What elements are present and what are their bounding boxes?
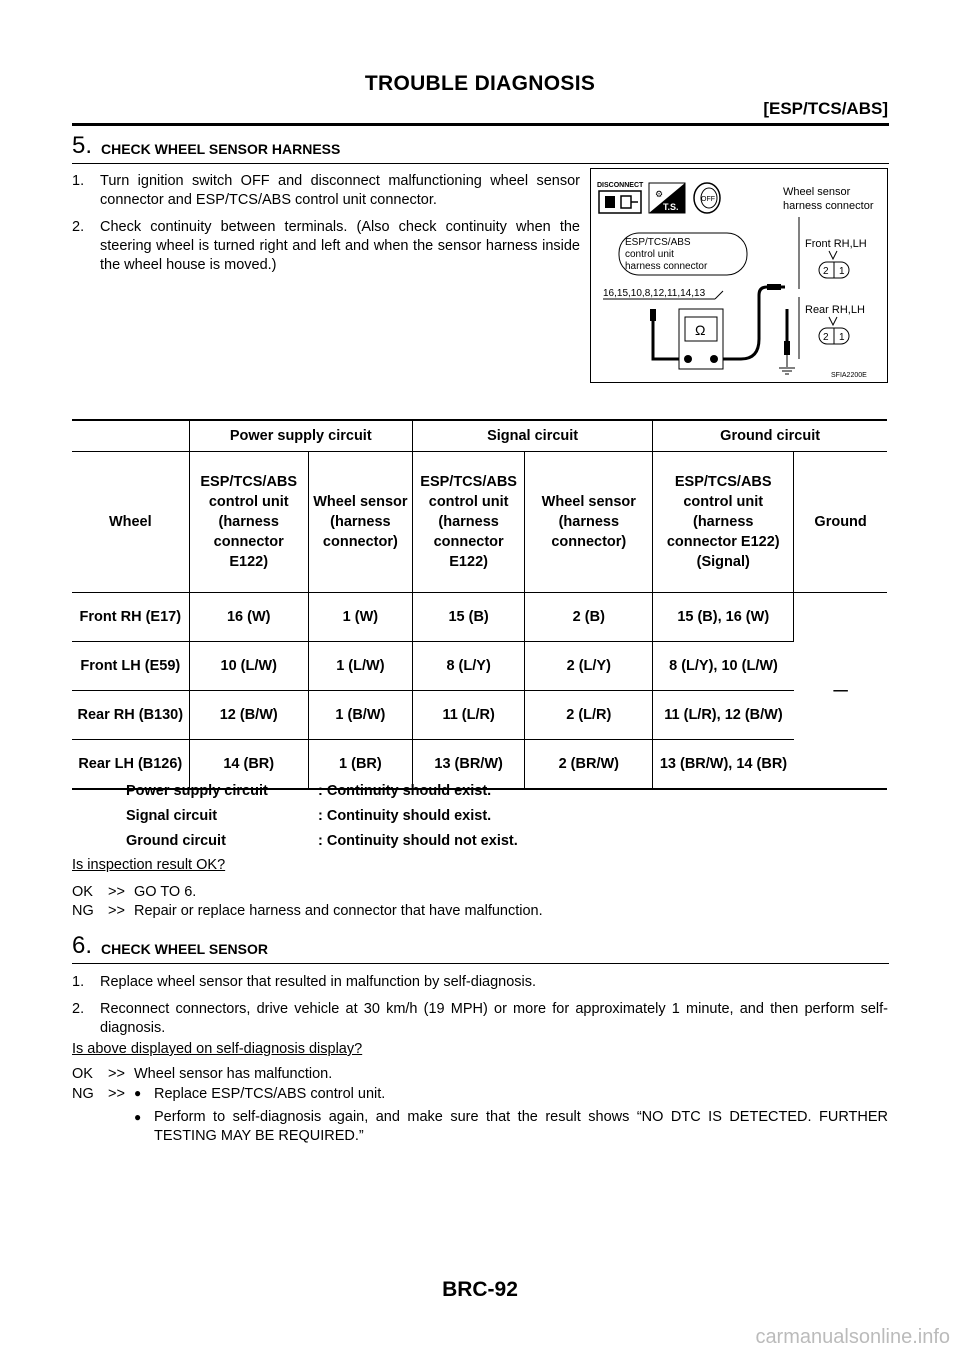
section-5-steps bbox=[72, 172, 580, 283]
header-signal: Signal circuit bbox=[412, 420, 652, 452]
col-wheel: Wheel bbox=[72, 452, 189, 593]
header-ground: Ground circuit bbox=[653, 420, 887, 452]
section-6-heading bbox=[72, 932, 889, 964]
result-ng: NG >> ● Replace ESP/TCS/ABS control unit. bbox=[72, 1086, 386, 1102]
step-item bbox=[72, 172, 580, 210]
section-5-number: 5. bbox=[72, 132, 93, 159]
col-signal-wheel-sensor: Wheel sensor (harness connector) bbox=[525, 452, 653, 593]
section-5-title: CHECK WHEEL SENSOR HARNESS bbox=[101, 141, 341, 157]
section-6-number: 6. bbox=[72, 932, 93, 959]
result-ok: OK >> Wheel sensor has malfunction. bbox=[72, 1066, 333, 1082]
page-number: BRC-92 bbox=[442, 1278, 518, 1301]
col-ground: Ground bbox=[794, 452, 887, 593]
col-ground-control-unit: ESP/TCS/ABS control unit (harness connector E122) (Signal) bbox=[653, 452, 794, 593]
section-6-steps bbox=[72, 973, 888, 1046]
terminal-numbers: 16,15,10,8,12,11,14,13 bbox=[603, 288, 706, 299]
svg-text:1: 1 bbox=[839, 332, 845, 343]
section-5-heading bbox=[72, 132, 889, 164]
step-text: Turn ignition switch OFF and disconnect malfunctioning wheel sensor connector and ESP/TCS/ABS control unit connector. bbox=[100, 173, 580, 208]
spec-list bbox=[126, 779, 518, 854]
result-ok: OK >> GO TO 6. bbox=[72, 884, 197, 900]
spec-line: Ground circuit : Continuity should not exist. bbox=[126, 833, 518, 849]
watermark: carmanualsonline.info bbox=[755, 1326, 950, 1348]
disconnect-label: DISCONNECT bbox=[597, 182, 644, 189]
col-power-wheel-sensor: Wheel sensor (harness connector) bbox=[308, 452, 412, 593]
ohmmeter-icon bbox=[679, 309, 723, 369]
ignition-off-icon bbox=[694, 183, 720, 213]
svg-text:1: 1 bbox=[839, 266, 845, 277]
header-rule bbox=[72, 123, 889, 126]
step-item bbox=[72, 1000, 888, 1038]
step-item bbox=[72, 973, 888, 992]
ts-label: T.S. bbox=[663, 202, 679, 212]
tester-icon bbox=[649, 183, 685, 213]
result-ng-bullet-2: ● Perform to self-diagnosis again, and make sure that the result shows “NO DTC IS DETECTED. FURTHER TESTING MAY BE REQUIRED.” bbox=[134, 1109, 888, 1144]
ohm-symbol: Ω bbox=[695, 322, 706, 338]
front-label: Front RH,LH bbox=[805, 238, 867, 250]
result-ng: NG >> Repair or replace harness and connector that have malfunction. bbox=[72, 903, 543, 919]
svg-text:⚙: ⚙ bbox=[655, 189, 664, 199]
wiring-diagram bbox=[590, 168, 888, 383]
self-diagnosis-question: Is above displayed on self-diagnosis display? bbox=[72, 1041, 363, 1057]
step-number: 2. bbox=[72, 219, 85, 235]
off-label: OFF bbox=[701, 196, 715, 203]
rear-label: Rear RH,LH bbox=[805, 304, 865, 316]
svg-text:2: 2 bbox=[823, 332, 829, 343]
spec-line: Signal circuit : Continuity should exist. bbox=[126, 808, 492, 824]
svg-text:control unit: control unit bbox=[625, 249, 674, 260]
table-row: Front RH (E17) 16 (W) 1 (W) 15 (B) 2 (B) 15 (B), 16 (W) — bbox=[72, 593, 887, 642]
table-row: Front LH (E59) 10 (L/W) 1 (L/W) 8 (L/Y) 2 (L/Y) 8 (L/Y), 10 (L/W) bbox=[72, 642, 887, 691]
wheel-sensor-label: Wheel sensor bbox=[783, 186, 851, 198]
disconnect-icon bbox=[597, 182, 644, 213]
continuity-table bbox=[72, 419, 887, 790]
step-text: Check continuity between terminals. (Also check continuity when the steering wheel is turned right and left and when the sensor harness inside the wheel house is moved.) bbox=[100, 219, 580, 273]
ground-value: — bbox=[794, 593, 887, 790]
control-unit-label: ESP/TCS/ABS bbox=[625, 237, 691, 248]
step-text: Replace wheel sensor that resulted in malfunction by self-diagnosis. bbox=[100, 974, 537, 990]
wheel-sensor-label-2: harness connector bbox=[783, 200, 874, 212]
svg-text:harness connector: harness connector bbox=[625, 261, 708, 272]
table-row: Rear RH (B130) 12 (B/W) 1 (B/W) 11 (L/R) 2 (L/R) 11 (L/R), 12 (B/W) bbox=[72, 691, 887, 740]
figure-code: SFIA2200E bbox=[831, 372, 867, 379]
step-text: Reconnect connectors, drive vehicle at 30 km/h (19 MPH) or more for approximately 1 minute, and then perform self-diagnosis. bbox=[100, 1001, 888, 1036]
section-6-title: CHECK WHEEL SENSOR bbox=[101, 941, 268, 957]
spec-line: Power supply circuit : Continuity should exist. bbox=[126, 783, 492, 799]
step-number: 2. bbox=[72, 1001, 85, 1017]
step-number: 1. bbox=[72, 974, 85, 990]
step-number: 1. bbox=[72, 173, 85, 189]
bullet-icon: ● bbox=[134, 1110, 142, 1124]
inspection-question: Is inspection result OK? bbox=[72, 857, 226, 873]
table-row: Rear LH (B126) 14 (BR) 1 (BR) 13 (BR/W) 2 (BR/W) 13 (BR/W), 14 (BR) bbox=[72, 740, 887, 790]
col-power-control-unit: ESP/TCS/ABS control unit (harness connector E122) bbox=[189, 452, 308, 593]
page-title: TROUBLE DIAGNOSIS bbox=[364, 72, 596, 95]
svg-text:2: 2 bbox=[823, 266, 829, 277]
step-item bbox=[72, 218, 580, 275]
header-power-supply: Power supply circuit bbox=[189, 420, 412, 452]
col-signal-control-unit: ESP/TCS/ABS control unit (harness connector E122) bbox=[412, 452, 524, 593]
page-subtitle: [ESP/TCS/ABS] bbox=[763, 99, 888, 118]
bullet-icon: ● bbox=[134, 1086, 142, 1100]
